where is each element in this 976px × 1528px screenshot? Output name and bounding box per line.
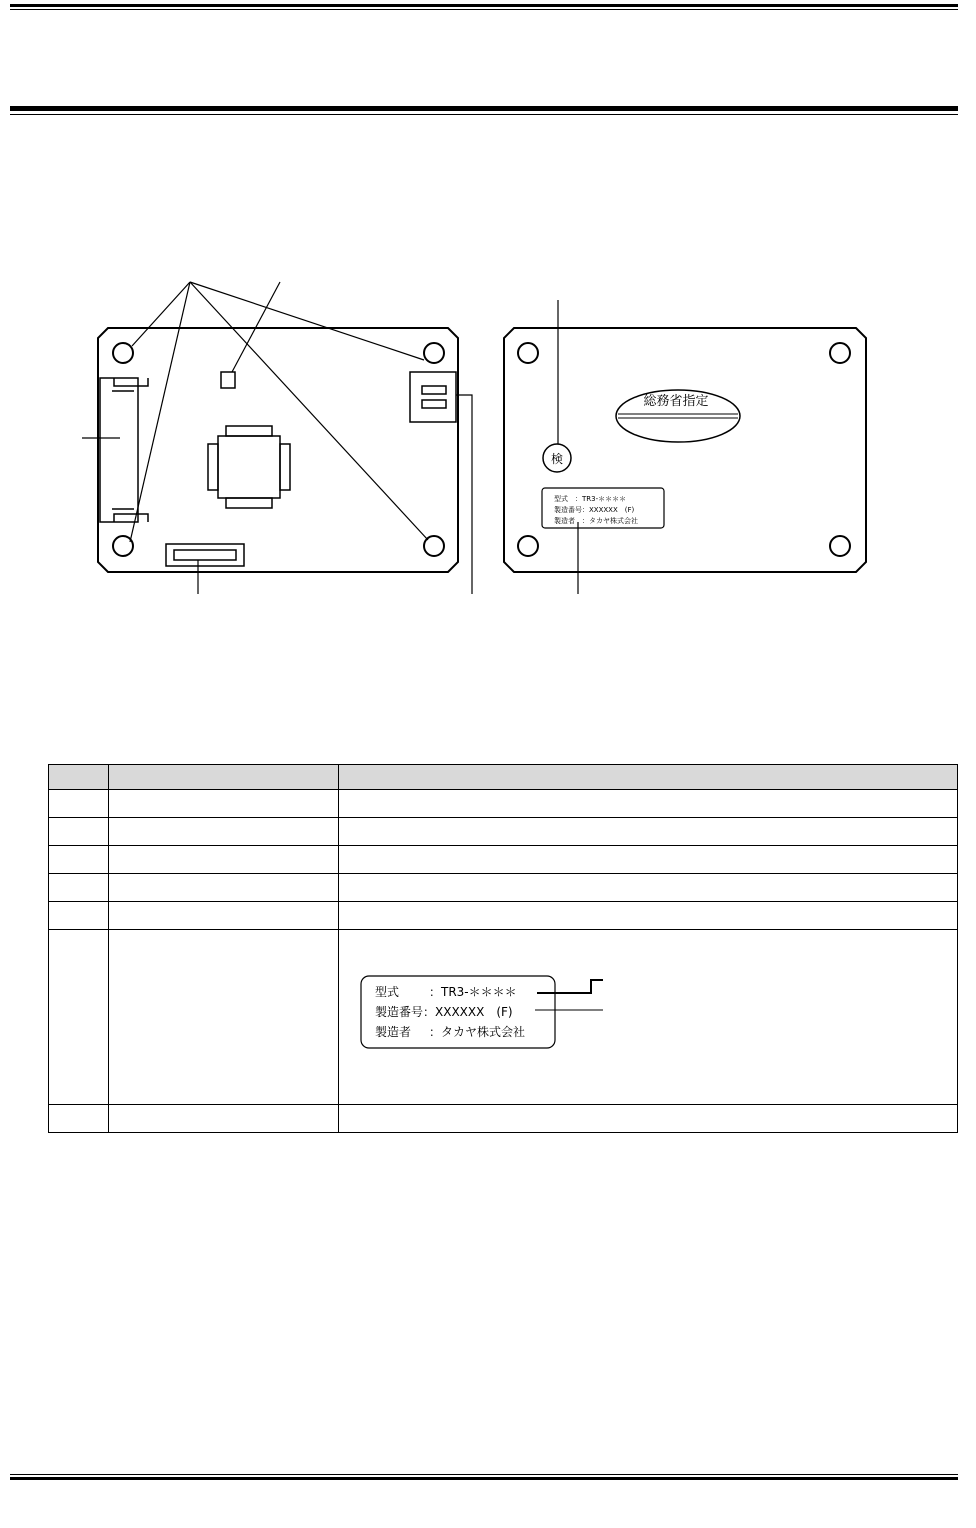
table-row (49, 846, 958, 874)
section-rule (10, 106, 958, 115)
small-label-model: 型式 ：TR3-＊＊＊＊ (554, 495, 627, 503)
label-maker-key: 製造者 (375, 1025, 412, 1039)
small-label-serial: 製造番号：XXXXXX (F) (554, 506, 635, 514)
enlarged-label (359, 974, 659, 1054)
table-row-label (49, 930, 958, 1105)
label-model-key: 型式 (375, 985, 400, 999)
mount-hole (830, 343, 850, 363)
mount-hole (518, 343, 538, 363)
label-serial-key: 製造番号 (375, 1005, 424, 1019)
mount-hole (518, 536, 538, 556)
header-cell (49, 765, 109, 790)
bottom-connector (166, 544, 244, 566)
label-serial-value: ：XXXXXX (F) (423, 1005, 513, 1019)
header-rule (10, 4, 958, 10)
approval-mark: 総務省指定 (643, 394, 709, 409)
right-connector (410, 372, 456, 422)
front-board-outline (98, 328, 458, 572)
header-cell (339, 765, 958, 790)
mount-hole (113, 536, 133, 556)
header-cell (109, 765, 339, 790)
table-header-row (49, 765, 958, 790)
mount-hole (830, 536, 850, 556)
inspection-mark: 検 (550, 452, 564, 466)
spec-table (48, 764, 958, 1133)
board-diagram (0, 260, 976, 600)
table-row (49, 790, 958, 818)
table-row (49, 874, 958, 902)
label-model-value: ：TR3-＊＊＊＊ (429, 985, 517, 999)
table-row (49, 818, 958, 846)
table-row (49, 902, 958, 930)
small-label-maker: 製造者 ：タカヤ株式会社 (554, 517, 638, 525)
left-connector (100, 378, 138, 522)
led-component (221, 372, 235, 388)
mount-hole (113, 343, 133, 363)
ic-chip (218, 436, 280, 498)
label-maker-value: ：タカヤ株式会社 (429, 1025, 526, 1039)
table-row (49, 1105, 958, 1133)
footer-rule (10, 1474, 958, 1480)
mount-hole (424, 343, 444, 363)
